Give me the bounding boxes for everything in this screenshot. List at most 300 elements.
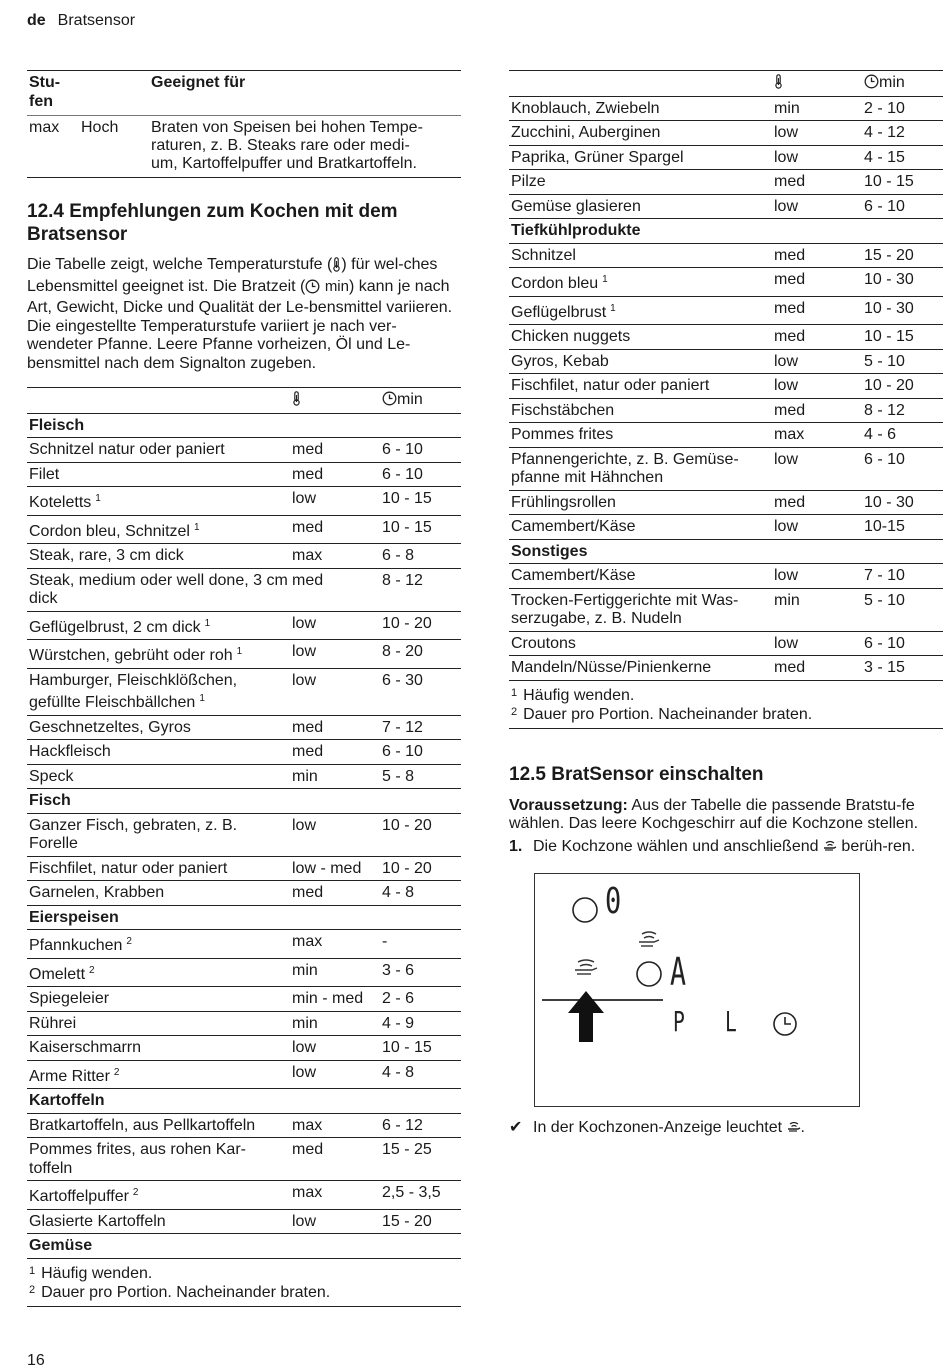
table-header-row: [509, 71, 943, 97]
time-col-header: [862, 71, 943, 97]
level-cell: low: [772, 121, 862, 146]
table-row: [27, 640, 461, 669]
step-1: 1. Die Kochzone wählen und anschließend berüh-ren.: [509, 838, 943, 860]
food-cell: [27, 987, 290, 1012]
time-cell: 4 - 8: [380, 881, 461, 906]
table-row: [509, 588, 943, 631]
footnote-text: Dauer pro Portion. Nacheinander braten.: [523, 705, 813, 723]
food-label: Fischfilet, natur oder paniert: [29, 859, 228, 877]
food-label: Knoblauch, Zwiebeln: [511, 99, 660, 117]
clock-icon: [305, 279, 320, 300]
table-row: [509, 423, 943, 448]
category-label: Fleisch: [27, 413, 461, 438]
display-digit-mid: A: [670, 950, 687, 994]
time-cell: 7 - 12: [380, 715, 461, 740]
food-cell: [27, 568, 290, 611]
level-cell: med: [772, 656, 862, 681]
table-row: [27, 116, 461, 178]
time-cell: 10 - 30: [862, 490, 943, 515]
stufen-table: [27, 70, 461, 178]
level-cell: med: [772, 170, 862, 195]
food-label: Geflügelbrust, 2 cm dick: [29, 618, 201, 636]
timer-clock-icon: [774, 1013, 796, 1035]
table-row: [509, 656, 943, 681]
food-cell: [27, 1036, 290, 1061]
table-row: [509, 631, 943, 656]
footnote-ref: 2: [113, 1066, 120, 1078]
section-12-5-title: 12.5 BratSensor einschalten: [509, 763, 764, 785]
table-row: [27, 715, 461, 740]
level-cell: max: [290, 1181, 380, 1210]
page-number: 16: [27, 1352, 45, 1369]
food-label: Pfannkuchen: [29, 937, 123, 954]
time-cell: 8 - 20: [380, 640, 461, 669]
table-row: [27, 1138, 461, 1181]
time-cell: 2 - 6: [380, 987, 461, 1012]
time-cell: 4 - 8: [380, 1060, 461, 1089]
time-cell: 5 - 10: [862, 349, 943, 374]
footnote-ref: 1: [95, 493, 101, 504]
food-cell: [509, 490, 772, 515]
time-cell: 6 - 10: [380, 462, 461, 487]
footnote-text: Häufig wenden.: [41, 1264, 153, 1282]
table-row: [27, 1113, 461, 1138]
table-header-row: [27, 388, 461, 414]
food-cell: [27, 740, 290, 765]
category-row: [27, 789, 461, 814]
food-cell: [509, 515, 772, 540]
checkmark-icon: ✔: [509, 1119, 523, 1136]
food-label: Fischstäbchen: [511, 401, 615, 419]
category-label: Fisch: [27, 789, 461, 814]
food-label: Camembert/Käse: [511, 567, 636, 584]
category-label: Gemüse: [27, 1234, 461, 1259]
level-cell: low: [772, 194, 862, 219]
food-label: Bratkartoffeln, aus Pellkartoffeln: [29, 1116, 256, 1134]
time-cell: 7 - 10: [862, 564, 943, 589]
header-title: Bratsensor: [57, 12, 136, 29]
food-label: Gemüse glasieren: [511, 197, 641, 215]
time-cell: 15 - 20: [862, 243, 943, 268]
category-label: Eierspeisen: [27, 905, 461, 930]
time-cell: 10 - 15: [862, 170, 943, 195]
time-cell: 10 - 15: [380, 487, 461, 516]
stufe-level: max: [27, 116, 79, 178]
level-cell: low: [772, 145, 862, 170]
food-label: Pommes frites: [511, 426, 614, 443]
level-cell: max: [290, 544, 380, 569]
table-row: [27, 813, 461, 856]
level-cell: low: [290, 1060, 380, 1089]
level-cell: low: [290, 640, 380, 669]
food-cell: [27, 640, 290, 669]
footnote: [29, 1263, 459, 1282]
food-cell: [509, 564, 772, 589]
table-row: [27, 515, 461, 544]
food-label: Pommes frites, aus rohen Kar- toffeln: [29, 1141, 246, 1177]
food-label: Chicken nuggets: [511, 328, 631, 345]
time-cell: 6 - 30: [380, 668, 461, 715]
footnote-mark: 2: [29, 1283, 36, 1296]
food-cell: [509, 656, 772, 681]
time-unit: min: [879, 74, 905, 91]
right-column: [509, 70, 943, 1141]
stufe-name: Hoch: [79, 116, 149, 178]
table-row: [509, 398, 943, 423]
level-cell: med: [290, 462, 380, 487]
level-cell: med: [290, 1138, 380, 1181]
level-cell: low: [290, 1036, 380, 1061]
food-cell: [27, 544, 290, 569]
footnote-ref: 1: [193, 521, 200, 533]
table-row: [27, 856, 461, 881]
footnote-ref: 1: [204, 617, 211, 629]
thermometer-icon: [332, 257, 341, 278]
food-label: Kaiserschmarrn: [29, 1039, 142, 1056]
time-cell: 6 - 10: [862, 631, 943, 656]
food-label: Trocken-Fertiggerichte mit Was- serzugabe, z. B. Nudeln: [511, 591, 739, 627]
table-row: [509, 349, 943, 374]
food-cell: [27, 668, 290, 715]
food-label: Koteletts: [29, 494, 92, 511]
food-label: Steak, medium oder well done, 3 cm dick: [29, 571, 288, 607]
food-cell: [27, 958, 290, 987]
footnote-mark: 1: [29, 1264, 36, 1277]
footnote-ref: 1: [199, 693, 205, 704]
level-cell: med: [290, 740, 380, 765]
level-cell: med: [290, 715, 380, 740]
language-code: de: [27, 12, 46, 29]
food-cell: [27, 1113, 290, 1138]
footnote: [29, 1282, 459, 1301]
food-label: Filet: [29, 465, 60, 483]
table-row: [27, 668, 461, 715]
footnote: [511, 704, 941, 723]
table-row: [27, 930, 461, 959]
food-label: Spiegeleier: [29, 990, 110, 1007]
footnote-text: Häufig wenden.: [523, 686, 635, 704]
food-cell: [27, 881, 290, 906]
food-cell: [27, 856, 290, 881]
food-cell: [27, 1209, 290, 1234]
food-label: Mandeln/Nüsse/Pinienkerne: [511, 659, 712, 676]
footnotes-row: [509, 680, 943, 728]
category-row: [27, 1089, 461, 1114]
level-cell: low: [772, 564, 862, 589]
category-label: Kartoffeln: [27, 1089, 461, 1114]
voraussetzung: Voraussetzung: Aus der Tabelle die passende Bratstu-fe wählen. Das leere Kochgeschirr auf die Kochzone stellen.: [509, 796, 919, 832]
table-row: [27, 740, 461, 765]
food-label: Geschnetzeltes, Gyros: [29, 718, 191, 736]
level-cell: med: [772, 296, 862, 325]
footnote-ref: 2: [89, 964, 95, 976]
time-cell: 10 - 20: [380, 813, 461, 856]
food-cell: [27, 715, 290, 740]
section-12-4-title: 12.4 Empfehlungen zum Kochen mit dem Bratsensor: [27, 201, 398, 245]
time-cell: 10 - 15: [380, 1036, 461, 1061]
food-label: Garnelen, Krabben: [29, 884, 165, 901]
table-row: [509, 490, 943, 515]
left-column: [27, 70, 461, 1307]
food-cell: [509, 374, 772, 399]
food-label: Paprika, Grüner Spargel: [511, 148, 684, 166]
table-row: [27, 764, 461, 789]
table-row: [509, 243, 943, 268]
level-cell: low - med: [290, 856, 380, 881]
time-cell: 6 - 10: [380, 740, 461, 765]
section-12-4-text: [27, 256, 461, 373]
time-cell: 3 - 15: [862, 656, 943, 681]
food-label: Arme Ritter: [29, 1067, 110, 1085]
time-cell: 10 - 15: [862, 325, 943, 350]
level-cell: med: [772, 268, 862, 297]
time-cell: 10-15: [862, 515, 943, 540]
category-row: [27, 905, 461, 930]
table-row: [509, 194, 943, 219]
level-cell: med: [772, 398, 862, 423]
arrow-up-icon: [568, 991, 604, 1042]
food-cell: [27, 1181, 290, 1210]
food-cell: [509, 349, 772, 374]
footnote-mark: 2: [511, 705, 518, 718]
level-cell: low: [290, 1209, 380, 1234]
food-label: Omelett: [29, 965, 86, 983]
footnote-ref: 1: [610, 302, 616, 314]
level-cell: low: [772, 447, 862, 490]
level-cell: med: [772, 243, 862, 268]
pan-sensor-icon: [787, 1121, 801, 1141]
table-row: [27, 487, 461, 516]
stufen-col-header: Stu- fen: [29, 74, 61, 110]
category-row: [509, 539, 943, 564]
footnote-mark: 1: [511, 686, 518, 699]
food-cell: [27, 462, 290, 487]
food-label: Croutons: [511, 634, 576, 652]
footnotes-row: [27, 1258, 461, 1306]
level-cell: med: [290, 515, 380, 544]
food-cell: [27, 487, 290, 516]
time-unit: min: [397, 391, 423, 408]
level-cell: low: [290, 813, 380, 856]
food-label: Camembert/Käse: [511, 518, 636, 535]
level-cell: min: [772, 96, 862, 121]
level-cell: low: [290, 611, 380, 640]
table-row: [509, 515, 943, 540]
time-cell: 10 - 20: [380, 611, 461, 640]
pan-sensor-icon: [639, 932, 659, 946]
food-label: Cordon bleu, Schnitzel: [29, 522, 190, 540]
level-cell: low: [772, 349, 862, 374]
footnotes: [509, 680, 943, 728]
table-row: [27, 1060, 461, 1089]
food-cell: [509, 296, 772, 325]
pan-sensor-icon: [575, 960, 597, 974]
paragraph-2: Die eingestellte Temperaturstufe variiert je nach ver-wendeter Pfanne. Leere Pfanne vorheizen, Öl und Le-bensmittel nach dem Signalton zugeben.: [27, 317, 411, 372]
food-cell: [509, 194, 772, 219]
time-cell: 6 - 8: [380, 544, 461, 569]
level-cell: min: [290, 958, 380, 987]
thermometer-icon: [290, 388, 380, 414]
table-row: [509, 145, 943, 170]
food-label: Pfannengerichte, z. B. Gemüse- pfanne mit Hähnchen: [511, 450, 739, 486]
food-label: Schnitzel natur oder paniert: [29, 441, 225, 458]
display-letter-l: L: [725, 1005, 737, 1038]
food-label: Rührei: [29, 1014, 77, 1032]
category-label: Tiefkühlprodukte: [509, 219, 943, 244]
clock-icon: [864, 74, 879, 91]
food-label: Pilze: [511, 173, 546, 190]
stufe-description: Braten von Speisen bei hohen Tempe- raturen, z. B. Steaks rare oder medi- um, Kartoffelpuffer und Bratkartoffeln.: [149, 116, 461, 178]
category-label: Sonstiges: [509, 539, 943, 564]
page-header: [27, 12, 135, 30]
time-cell: 6 - 10: [862, 447, 943, 490]
food-cell: [27, 1138, 290, 1181]
food-cell: [509, 631, 772, 656]
footnotes: [27, 1258, 461, 1306]
display-digit-top: 0: [605, 881, 622, 922]
food-label: Zucchini, Auberginen: [511, 124, 661, 141]
category-row: [27, 413, 461, 438]
food-table-right: [509, 70, 943, 729]
food-label: Speck: [29, 767, 74, 785]
footnote-ref: 1: [602, 274, 608, 285]
food-cell: [509, 447, 772, 490]
table-row: [509, 268, 943, 297]
time-cell: 3 - 6: [380, 958, 461, 987]
footnote-text: Dauer pro Portion. Nacheinander braten.: [41, 1283, 331, 1301]
time-cell: 6 - 12: [380, 1113, 461, 1138]
food-cell: [27, 813, 290, 856]
table-row: [27, 568, 461, 611]
food-cell: [27, 438, 290, 463]
time-cell: 4 - 15: [862, 145, 943, 170]
table-row: [509, 121, 943, 146]
display-letter-p: P: [673, 1005, 685, 1038]
food-label: Steak, rare, 3 cm dick: [29, 547, 184, 564]
time-cell: 4 - 12: [862, 121, 943, 146]
table-row: [27, 544, 461, 569]
level-cell: med: [290, 568, 380, 611]
clock-icon: [382, 391, 397, 408]
food-cell: [27, 515, 290, 544]
level-cell: low: [290, 668, 380, 715]
table-row: [27, 1209, 461, 1234]
food-cell: [509, 588, 772, 631]
category-row: [27, 1234, 461, 1259]
food-cell: [509, 398, 772, 423]
table-row: [509, 325, 943, 350]
table-row: [509, 296, 943, 325]
level-cell: low: [772, 631, 862, 656]
food-label: Kartoffelpuffer: [29, 1188, 129, 1205]
level-cell: min - med: [290, 987, 380, 1012]
level-cell: low: [772, 515, 862, 540]
level-cell: min: [772, 588, 862, 631]
table-row: [27, 611, 461, 640]
result-line: ✔ In der Kochzonen-Anzeige leuchtet .: [509, 1119, 943, 1141]
time-cell: 15 - 20: [380, 1209, 461, 1234]
food-cell: [509, 170, 772, 195]
table-row: [27, 462, 461, 487]
time-col-header: [380, 388, 461, 414]
time-cell: 5 - 8: [380, 764, 461, 789]
time-cell: 5 - 10: [862, 588, 943, 631]
table-row: [509, 564, 943, 589]
food-label: Frühlingsrollen: [511, 493, 616, 511]
level-cell: med: [772, 490, 862, 515]
table-row: [509, 170, 943, 195]
food-label: Fischfilet, natur oder paniert: [511, 377, 710, 394]
time-cell: 2 - 10: [862, 96, 943, 121]
food-label: Cordon bleu: [511, 275, 599, 292]
footnote: [511, 685, 941, 704]
food-label: Hackfleisch: [29, 743, 111, 760]
geeignet-col-header: Geeignet für: [151, 74, 246, 91]
level-cell: min: [290, 1011, 380, 1036]
footnote-ref: 1: [236, 646, 243, 657]
time-cell: 8 - 12: [862, 398, 943, 423]
time-cell: 15 - 25: [380, 1138, 461, 1181]
steps-list: [509, 838, 943, 860]
food-cell: [27, 764, 290, 789]
level-cell: max: [290, 930, 380, 959]
time-cell: 10 - 15: [380, 515, 461, 544]
food-cell: [509, 243, 772, 268]
food-label: Ganzer Fisch, gebraten, z. B. Forelle: [29, 816, 238, 852]
food-cell: [27, 930, 290, 959]
table-row: [509, 374, 943, 399]
level-cell: med: [290, 881, 380, 906]
zone-selector-top: [573, 898, 597, 922]
footnote-ref: 2: [126, 936, 132, 947]
time-cell: -: [380, 930, 461, 959]
food-label: Würstchen, gebrüht oder roh: [29, 647, 233, 664]
level-cell: max: [772, 423, 862, 448]
food-table-left: [27, 387, 461, 1307]
level-cell: min: [290, 764, 380, 789]
table-row: [27, 958, 461, 987]
paragraph-1: Die Tabelle zeigt, welche Temperaturstufe ( ) für wel-ches Lebensmittel geeignet ist. Die Bratzeit ( min) kann je nach Art, Gewicht, Dicke und Qualität der Le-bensmittel variieren.: [27, 256, 453, 316]
footnote-ref: 2: [132, 1187, 139, 1198]
table-row: [27, 1011, 461, 1036]
zone-selector-mid: [637, 962, 661, 986]
table-row: [27, 881, 461, 906]
level-cell: med: [772, 325, 862, 350]
table-row: [27, 438, 461, 463]
level-cell: med: [290, 438, 380, 463]
time-cell: 10 - 20: [862, 374, 943, 399]
food-cell: [509, 325, 772, 350]
food-label: Hamburger, Fleischklößchen, gefüllte Fleischbällchen: [29, 671, 238, 711]
time-cell: 6 - 10: [380, 438, 461, 463]
food-cell: [509, 145, 772, 170]
table-row: [509, 447, 943, 490]
food-cell: [27, 1011, 290, 1036]
food-cell: [27, 611, 290, 640]
pan-sensor-icon: [823, 840, 837, 860]
time-cell: 8 - 12: [380, 568, 461, 611]
food-cell: [27, 1060, 290, 1089]
table-row: [27, 1036, 461, 1061]
food-cell: [509, 121, 772, 146]
food-label: Gyros, Kebab: [511, 352, 609, 370]
cooktop-control-panel: [534, 873, 860, 1107]
level-cell: max: [290, 1113, 380, 1138]
time-cell: 4 - 6: [862, 423, 943, 448]
time-cell: 6 - 10: [862, 194, 943, 219]
time-cell: 4 - 9: [380, 1011, 461, 1036]
food-label: Geflügelbrust: [511, 303, 607, 321]
